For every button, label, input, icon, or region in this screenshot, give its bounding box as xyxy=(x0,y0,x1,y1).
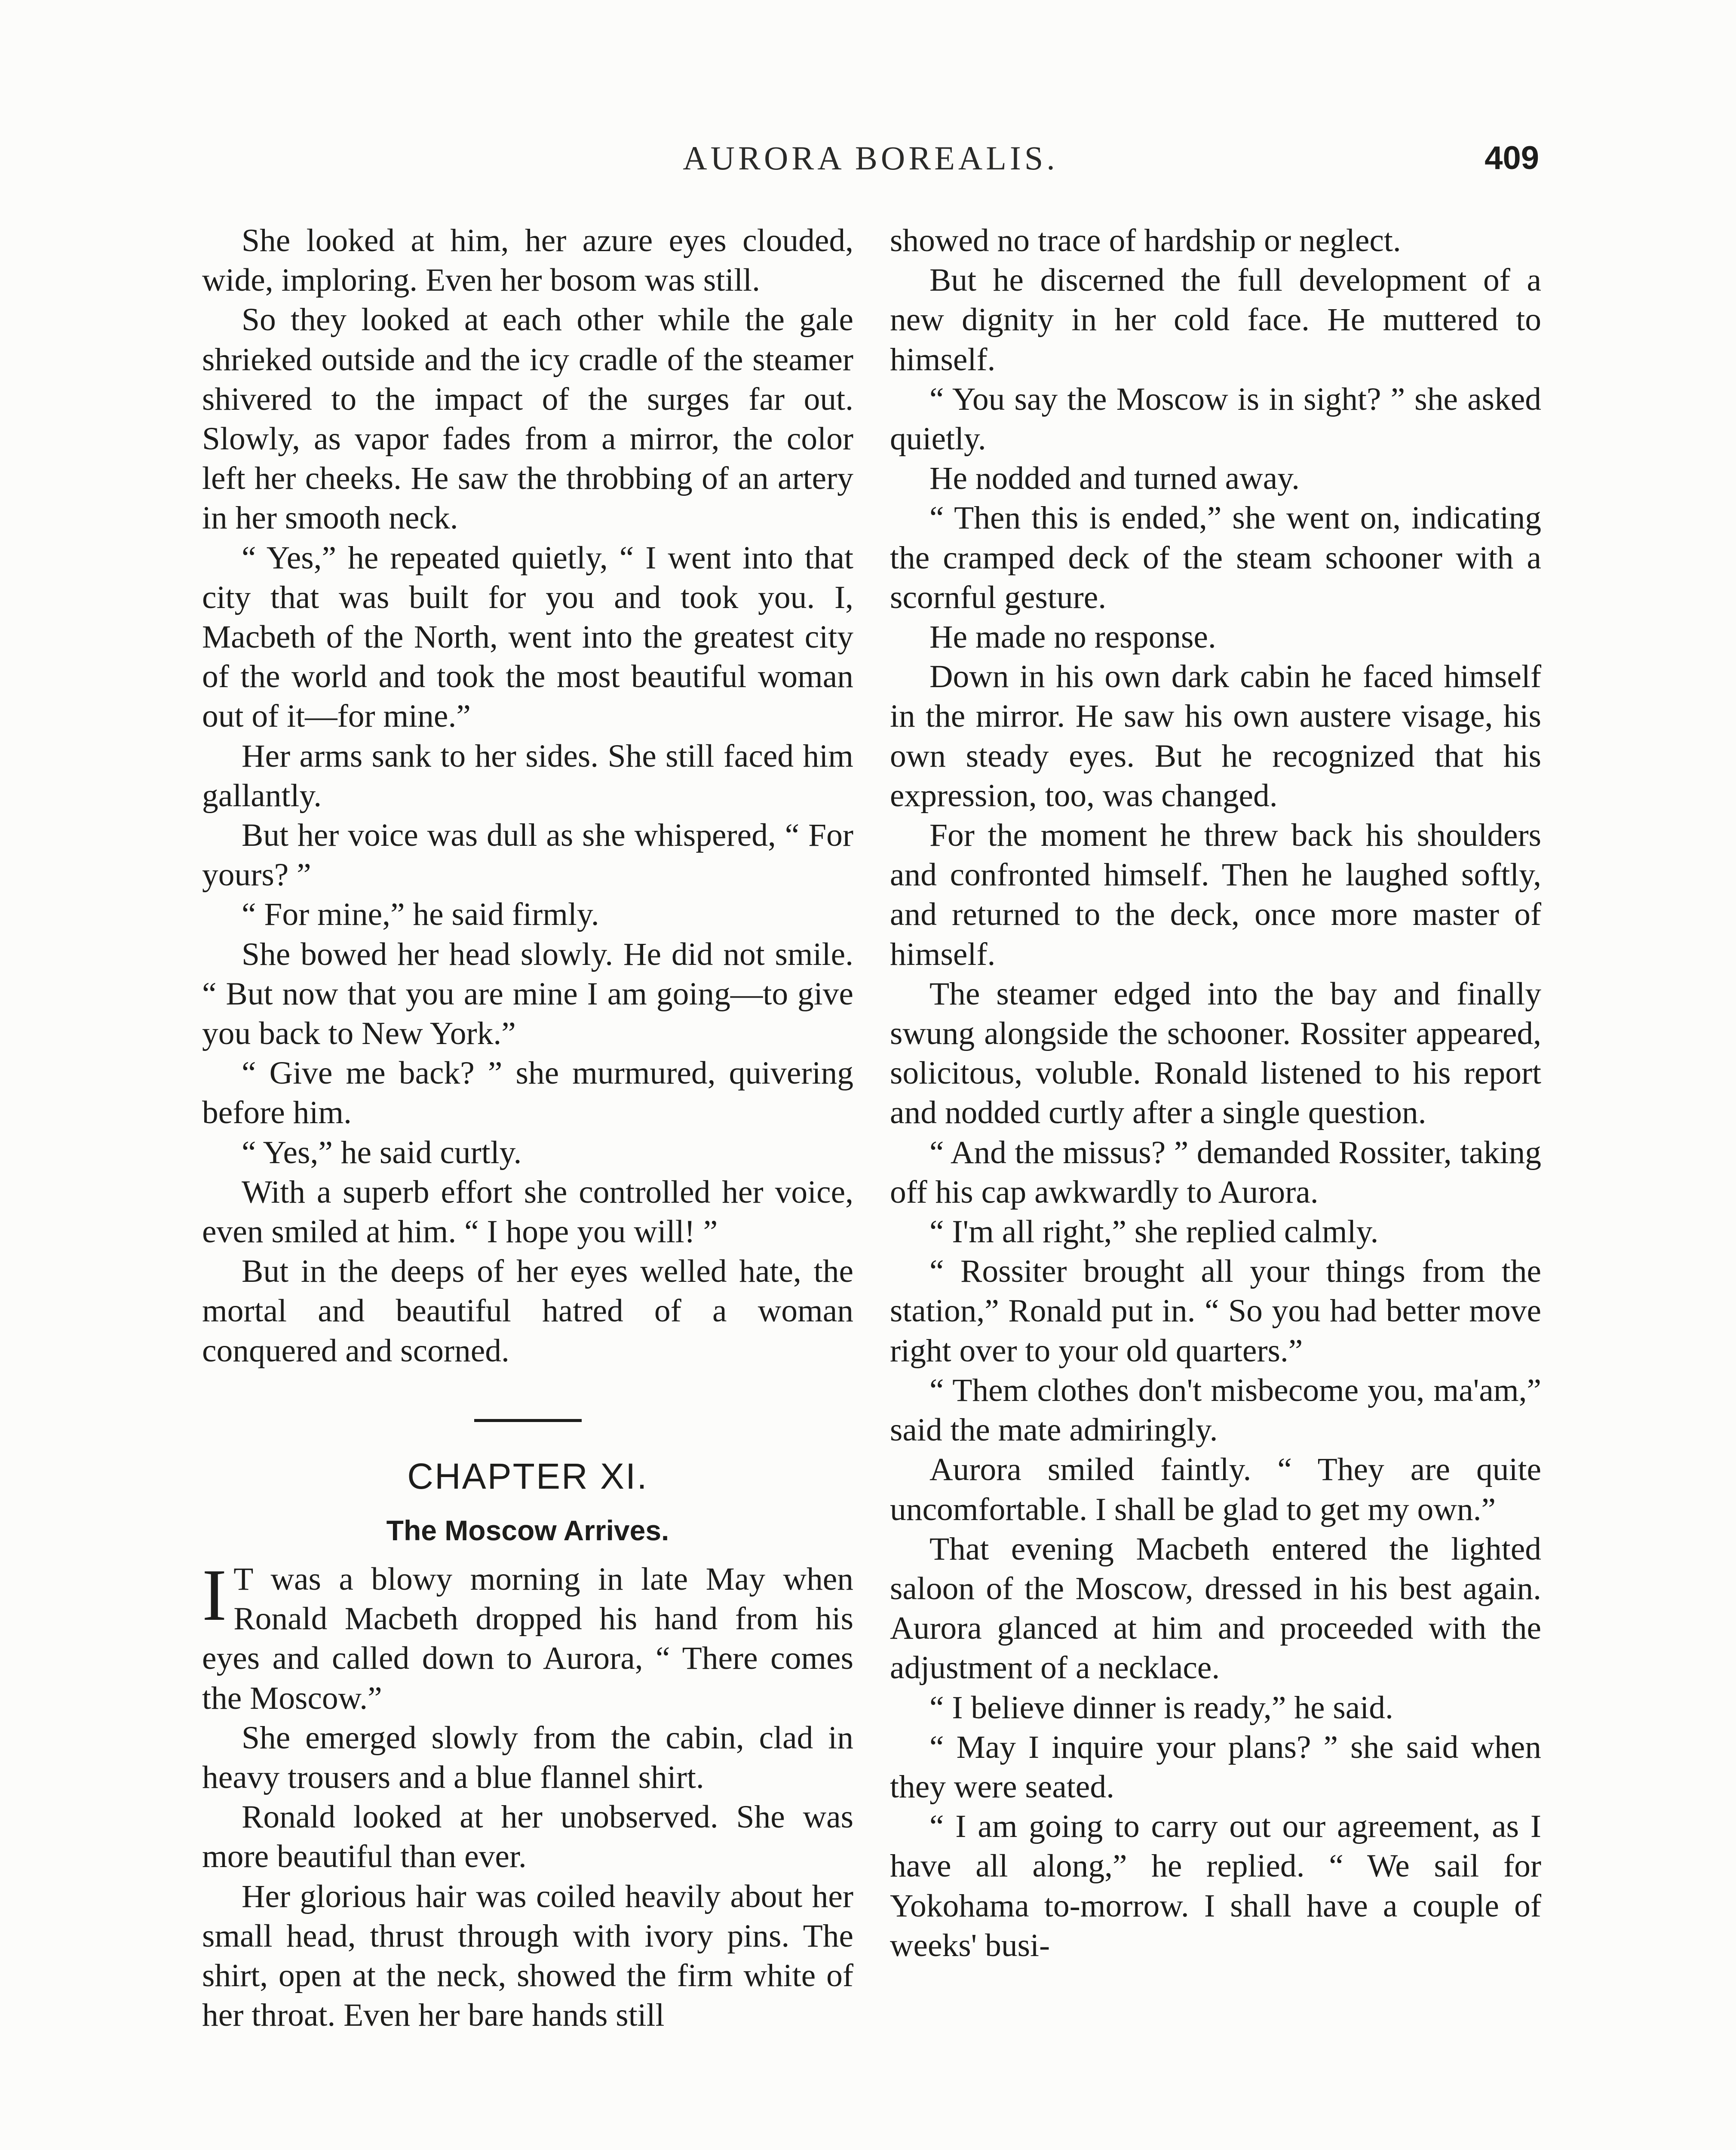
paragraph: Ronald looked at her unobserved. She was more beautiful than ever. xyxy=(202,1799,853,1875)
page-header xyxy=(202,137,1539,188)
paragraph: He made no response. xyxy=(929,619,1216,655)
page-number: 409 xyxy=(1484,140,1539,176)
left-column xyxy=(202,221,853,2035)
paragraph: That evening Macbeth entered the lighted saloon of the Moscow, dressed in his best again. Aurora glanced at him and proceeded with the adjustment of a necklace. xyxy=(890,1531,1541,1686)
paragraph: He nodded and turned away. xyxy=(929,461,1300,497)
paragraph: With a superb effort she controlled her voice, even smiled at him. “ I hope you will! ” xyxy=(202,1174,853,1250)
chapter-subtitle: The Moscow Arrives. xyxy=(386,1514,669,1546)
paragraph: The steamer edged into the bay and finally swung alongside the schooner. Rossiter appeared, solicitous, voluble. Ronald listened to his report and nodded curtly after a single question. xyxy=(890,976,1541,1131)
continuation-line: showed no trace of hardship or neglect. xyxy=(890,223,1401,258)
paragraph: Aurora smiled faintly. “ They are quite uncomfortable. I shall be glad to get my own.” xyxy=(890,1452,1541,1527)
paragraph: But her voice was dull as she whispered, “ For yours? ” xyxy=(202,817,853,893)
paragraph: “ Yes,” he said curtly. xyxy=(242,1134,522,1170)
opening-text: T was a blowy morning in late May when Ronald Macbeth dropped his hand from his eyes and called down to Aurora, “ There comes the Moscow.” xyxy=(202,1561,853,1716)
paragraph: So they looked at each other while the gale shrieked outside and the icy cradle of the steamer shivered to the impact of the surges far out. Slowly, as vapor fades from a mirror, the color left her cheeks. He saw the throbbing of an artery in her smooth neck. xyxy=(202,302,853,536)
chapter-title: CHAPTER XI. xyxy=(407,1456,648,1496)
paragraph: She emerged slowly from the cabin, clad in heavy trousers and a blue flannel shirt. xyxy=(202,1720,853,1795)
paragraph: But in the deeps of her eyes welled hate, the mortal and beautiful hatred of a woman conquered and scorned. xyxy=(202,1253,853,1369)
paragraph: “ Give me back? ” she murmured, quivering before him. xyxy=(202,1055,853,1131)
drop-cap: I xyxy=(202,1554,227,1636)
right-column xyxy=(890,221,1541,1966)
paragraph: “ You say the Moscow is in sight? ” she asked quietly. xyxy=(890,381,1541,457)
paragraph: “ For mine,” he said firmly. xyxy=(242,897,599,933)
paragraph: She looked at him, her azure eyes clouded, wide, imploring. Even her bosom was still. xyxy=(202,223,853,298)
paragraph: Her arms sank to her sides. She still faced him gallantly. xyxy=(202,738,853,814)
paragraph: Her glorious hair was coiled heavily about her small head, thrust through with ivory pins. The shirt, open at the neck, showed the firm white of her throat. Even her bare hands still xyxy=(202,1878,853,2033)
paragraph: “ Then this is ended,” she went on, indicating the cramped deck of the steam schooner with a scornful gesture. xyxy=(890,500,1541,615)
paragraph: But he discerned the full development of a new dignity in her cold face. He muttered to himself. xyxy=(890,262,1541,378)
paragraph: “ Them clothes don't misbecome you, ma'am,” said the mate admiringly. xyxy=(890,1372,1541,1448)
paragraph: “ Yes,” he repeated quietly, “ I went into that city that was built for you and took you. I, Macbeth of the North, went into the greatest city of the world and took the most beautiful woman out of it—for mine.” xyxy=(202,540,853,734)
paragraph: “ Rossiter brought all your things from the station,” Ronald put in. “ So you had better move right over to your old quarters.” xyxy=(890,1253,1541,1369)
paragraph: “ I am going to carry out our agreement, as I have all along,” he replied. “ We sail for Yokohama to-morrow. I shall have a couple of weeks' busi- xyxy=(890,1809,1541,1963)
paragraph: Down in his own dark cabin he faced himself in the mirror. He saw his own austere visage, his own steady eyes. But he recognized that his expression, too, was changed. xyxy=(890,659,1541,814)
opening-paragraph xyxy=(202,1554,853,1718)
paragraph: “ I believe dinner is ready,” he said. xyxy=(929,1689,1393,1726)
paragraph: For the moment he threw back his shoulders and confronted himself. Then he laughed softly, and returned to the deck, once more master of himself. xyxy=(890,817,1541,972)
paragraph: “ And the missus? ” demanded Rossiter, taking off his cap awkwardly to Aurora. xyxy=(890,1134,1541,1210)
paragraph: She bowed her head slowly. He did not smile. “ But now that you are mine I am going—to give you back to New York.” xyxy=(202,936,853,1052)
running-head: AURORA BOREALIS. xyxy=(683,139,1058,177)
paragraph: “ May I inquire your plans? ” she said when they were seated. xyxy=(890,1729,1541,1805)
paragraph: “ I'm all right,” she replied calmly. xyxy=(929,1214,1379,1250)
section-divider xyxy=(474,1419,582,1422)
